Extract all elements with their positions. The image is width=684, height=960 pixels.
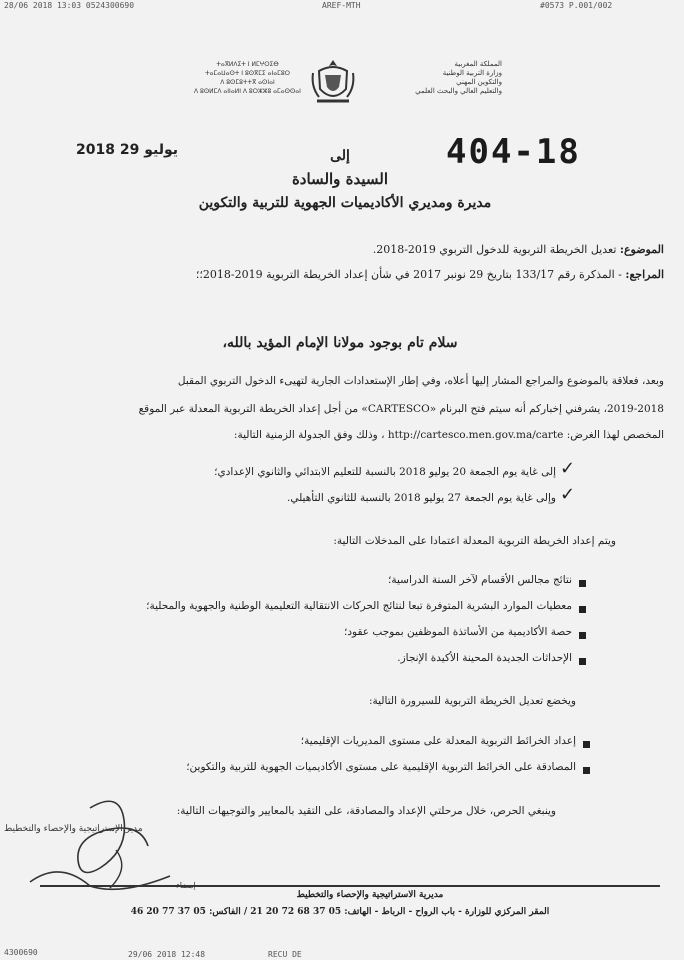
bullet-icon bbox=[579, 658, 586, 665]
letterhead-arabic-line: وزارة التربية الوطنية bbox=[442, 69, 502, 77]
to-label: إلى bbox=[330, 148, 350, 164]
process-item: المصادقة على الخرائط التربوية الإقليمية على مستوى الأكاديميات الجهوية للتربية والتكوين؛ bbox=[186, 761, 576, 773]
bullet-icon bbox=[579, 606, 586, 613]
inputs-item: حصة الأكاديمية من الأساتذة الموظفين بموجب عقود؛ bbox=[344, 626, 572, 638]
letterhead-arabic bbox=[372, 60, 502, 96]
signature-label: إمضاء bbox=[176, 881, 196, 890]
subject-row bbox=[4, 243, 664, 256]
document-date: 2018 يوليو 29 bbox=[76, 142, 178, 158]
coat-of-arms-icon bbox=[309, 57, 357, 107]
letterhead-arabic-line: المملكة المغربية bbox=[454, 60, 502, 68]
schedule-item: إلى غاية يوم الجمعة 20 يوليو 2018 بالنسبة للتعليم الابتدائي والثانوي الإعدادي؛ bbox=[214, 466, 556, 478]
addressee-line-2: مديرة ومديري الأكاديميات الجهوية للتربية والتكوين bbox=[198, 195, 492, 211]
references-text: - المذكرة رقم 133/17 بتاريخ 29 نونبر 2017 في شأن إعداد الخريطة التربوية 2019-2018؛؛ bbox=[195, 268, 622, 281]
stamp-director-title: مدير الإستراتيجية والإحصاء والتخطيط bbox=[4, 824, 143, 834]
check-mark-icon: ✓ bbox=[560, 484, 576, 505]
paragraph-line: المخصص لهذا الغرض: http://cartesco.men.gov.ma/carte ، وذلك وفق الجدولة الزمنية التالية: bbox=[233, 429, 664, 441]
process-item: إعداد الخرائط التربوية المعدلة على مستوى المديريات الإقليمية؛ bbox=[300, 735, 576, 747]
process-intro: ويخضع تعديل الخريطة التربوية للسيرورة التالية: bbox=[368, 695, 576, 707]
inputs-item: الإحداثات الجديدة المحينة الأكيدة الإنجاز. bbox=[397, 652, 572, 664]
letterhead-tifinagh-line: ⴷ ⵓⵙⵎⵓⵜⵜⴳ ⴰⵙⵏⴰⵏ bbox=[220, 79, 275, 86]
references-label: المراجع: bbox=[625, 268, 664, 281]
greeting: سلام تام بوجود مولانا الإمام المؤيد بالله، bbox=[222, 335, 458, 351]
letterhead-arabic-line: والتعليم العالي والبحث العلمي bbox=[415, 87, 502, 95]
bullet-icon bbox=[583, 767, 590, 774]
subject-text: تعديل الخريطة التربوية للدخول التربوي 2019-2018. bbox=[372, 243, 617, 256]
footer-divider bbox=[40, 885, 660, 887]
references-row bbox=[4, 268, 664, 281]
check-mark-icon: ✓ bbox=[560, 458, 576, 479]
letterhead-tifinagh-line: ⴷ ⵓⵙⵍⵎⴷ ⴰⵏⵏⴰⵍⵏ ⴷ ⵓⵔⵣⵣⵓ ⴰⵎⴰⵙⵙⴰⵏ bbox=[194, 88, 301, 95]
inputs-intro: ويتم إعداد الخريطة التربوية المعدلة اعتمادا على المدخلات التالية: bbox=[333, 535, 616, 547]
subject-label: الموضوع: bbox=[619, 243, 664, 256]
paragraph-line: وبعد، فعلاقة بالموضوع والمراجع المشار إليها أعلاه، وفي إطار الإستعدادات الجارية لتهيىء الدخول التربوي المقبل bbox=[177, 375, 664, 387]
fax-footer-right: RECU DE bbox=[268, 950, 302, 959]
letterhead-arabic-line: والتكوين المهني bbox=[456, 78, 502, 86]
inputs-item: معطيات الموارد البشرية المتوفرة تبعا لنتائج الحركات الانتقالية التعليمية الوطنية والجهوية والمحلية؛ bbox=[146, 600, 572, 612]
fax-footer-left: 4300690 bbox=[4, 948, 38, 957]
letterhead-tifinagh-line: ⵜⴰⵎⴰⵡⴰⵙⵜ ⵏ ⵓⵙⴳⵎⵉ ⴰⵏⴰⵎⵓⵔ bbox=[204, 70, 290, 77]
bullet-icon bbox=[583, 741, 590, 748]
footer-department: مديرية الاستراتيجية والإحصاء والتخطيط bbox=[296, 890, 444, 900]
reference-number: 404-18 bbox=[446, 132, 581, 172]
inputs-item: نتائج مجالس الأقسام لآخر السنة الدراسية؛ bbox=[388, 574, 572, 586]
letterhead-tifinagh bbox=[180, 60, 315, 96]
closing-sentence: وينبغي الحرص، خلال مرحلتي الإعداد والمصادقة، على التقيد بالمعايير والتوجيهات التالية: bbox=[176, 805, 556, 817]
letterhead-tifinagh-line: ⵜⴰⴳⵍⴷⵉⵜ ⵏ ⵍⵎⵖⵔⵉⴱ bbox=[216, 61, 279, 68]
schedule-item: وإلى غاية يوم الجمعة 27 يوليو 2018 بالنسبة للثانوي التأهيلي. bbox=[286, 492, 556, 504]
fax-header-right: #0573 P.001/002 bbox=[540, 1, 613, 10]
fax-header-center: AREF-MTH bbox=[322, 1, 361, 10]
signature-icon bbox=[20, 790, 180, 900]
bullet-icon bbox=[579, 580, 586, 587]
bullet-icon bbox=[579, 632, 586, 639]
footer-address: المقر المركزي للوزارة - باب الرواح - الرباط - الهاتف: 05 37 68 72 20 21 / الفاكس: 05 37 77 20 46 bbox=[130, 907, 550, 917]
fax-footer-center: 29/06 2018 12:48 bbox=[128, 950, 206, 959]
fax-header-left: 28/06 2018 13:03 0524300690 bbox=[4, 1, 135, 10]
addressee-line-1: السيدة والسادة bbox=[291, 170, 389, 188]
paragraph-line: 2019-2018، يشرفني إخباركم أنه سيتم فتح البرنام «CARTESCO» من أجل إعداد الخريطة التربوية المعدلة عبر الموقع bbox=[138, 403, 664, 415]
